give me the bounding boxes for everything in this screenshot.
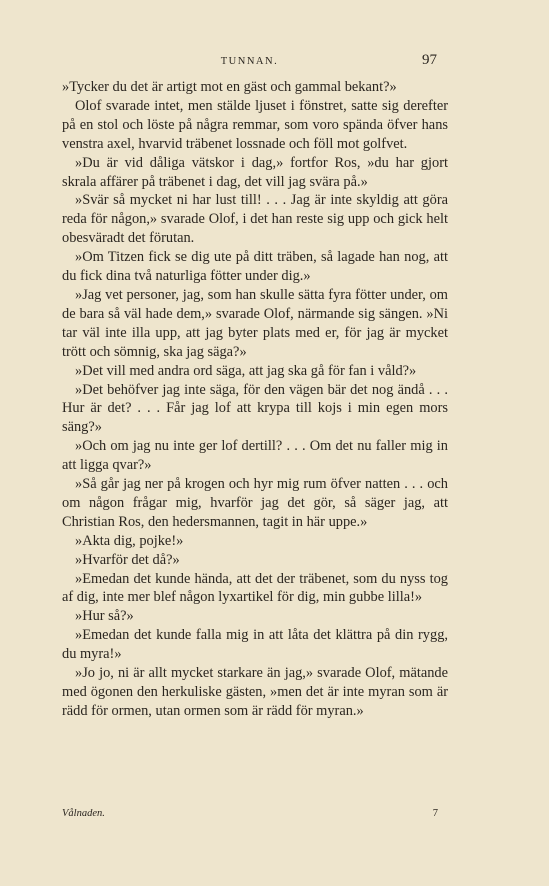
- signature-line: [62, 808, 438, 826]
- paragraph: »Jo jo, ni är allt mycket starkare än jag,» svarade Olof, mätande med ögonen den herkuliske gästen, »men det är inte myran som är rädd för ormen, utan ormen som är rädd för myran.»: [62, 665, 448, 719]
- paragraph: »Hur så?»: [75, 608, 134, 625]
- paragraph: »Hvarför det då?»: [75, 551, 180, 568]
- paragraph: »Om Titzen fick se dig ute på ditt träben, så lagade han nog, att du fick dina två naturliga fötter under dig.»: [62, 249, 448, 285]
- paragraph: »Så går jag ner på krogen och hyr mig rum öfver natten . . . och om någon frågar mig, hvarför jag det gör, så säger jag, att Christian Ros, den hedersmannen, tagit in här uppe.»: [62, 476, 448, 530]
- paragraph: »Det vill med andra ord säga, att jag ska gå för fan i våld?»: [75, 362, 417, 379]
- signature-title: Vålnaden.: [62, 808, 105, 819]
- paragraph: »Och om jag nu inte ger lof dertill? . . . Om det nu faller mig in att ligga qvar?»: [62, 438, 448, 474]
- paragraph: »Emedan det kunde falla mig in att låta det klättra på din rygg, du myra!»: [62, 627, 448, 663]
- paragraph: »Svär så mycket ni har lust till! . . . Jag är inte skyldig att göra reda för någon,» svarade Olof, i det han reste sig upp och gick helt obesväradt det förutan.: [62, 192, 448, 247]
- running-header: [62, 52, 437, 74]
- paragraph: »Emedan det kunde hända, att det der träbenet, som du nyss tog af dig, inte mer blef någon lyxartikel för dig, min gubbe lilla!»: [62, 570, 448, 606]
- signature-number: 7: [432, 808, 438, 819]
- body-text: [62, 78, 448, 721]
- paragraph: »Du är vid dåliga vätskor i dag,» fortfor Ros, »du har gjort skrala affärer på träbenet i dag, det vill jag svära på.»: [62, 154, 448, 190]
- paragraph: »Det behöfver jag inte säga, för den vägen bär det nog ändå . . . Hur är det? . . . Får jag lof att krypa till kojs i min egen mors säng?»: [62, 381, 448, 436]
- page-number: 97: [422, 52, 437, 68]
- paragraph: »Tycker du det är artigt mot en gäst och gammal bekant?»: [62, 79, 397, 95]
- paragraph: »Jag vet personer, jag, som han skulle sätta fyra fötter under, om de bara så väl hade dem,» svarade Olof, närmande sig sängen. »Ni tar väl inte illa upp, att jag byter plats med er, för jag är mycket trött och sömnig, ska jag säga?»: [62, 286, 448, 360]
- paragraph: Olof svarade intet, men stälde ljuset i fönstret, satte sig derefter på en stol och löste på några remmar, som voro spända öfver hans venstra axel, hvarvid träbenet lossnade och föll mot golfvet.: [62, 97, 448, 152]
- paragraph: »Akta dig, pojke!»: [75, 532, 184, 549]
- running-title: TUNNAN.: [220, 56, 279, 67]
